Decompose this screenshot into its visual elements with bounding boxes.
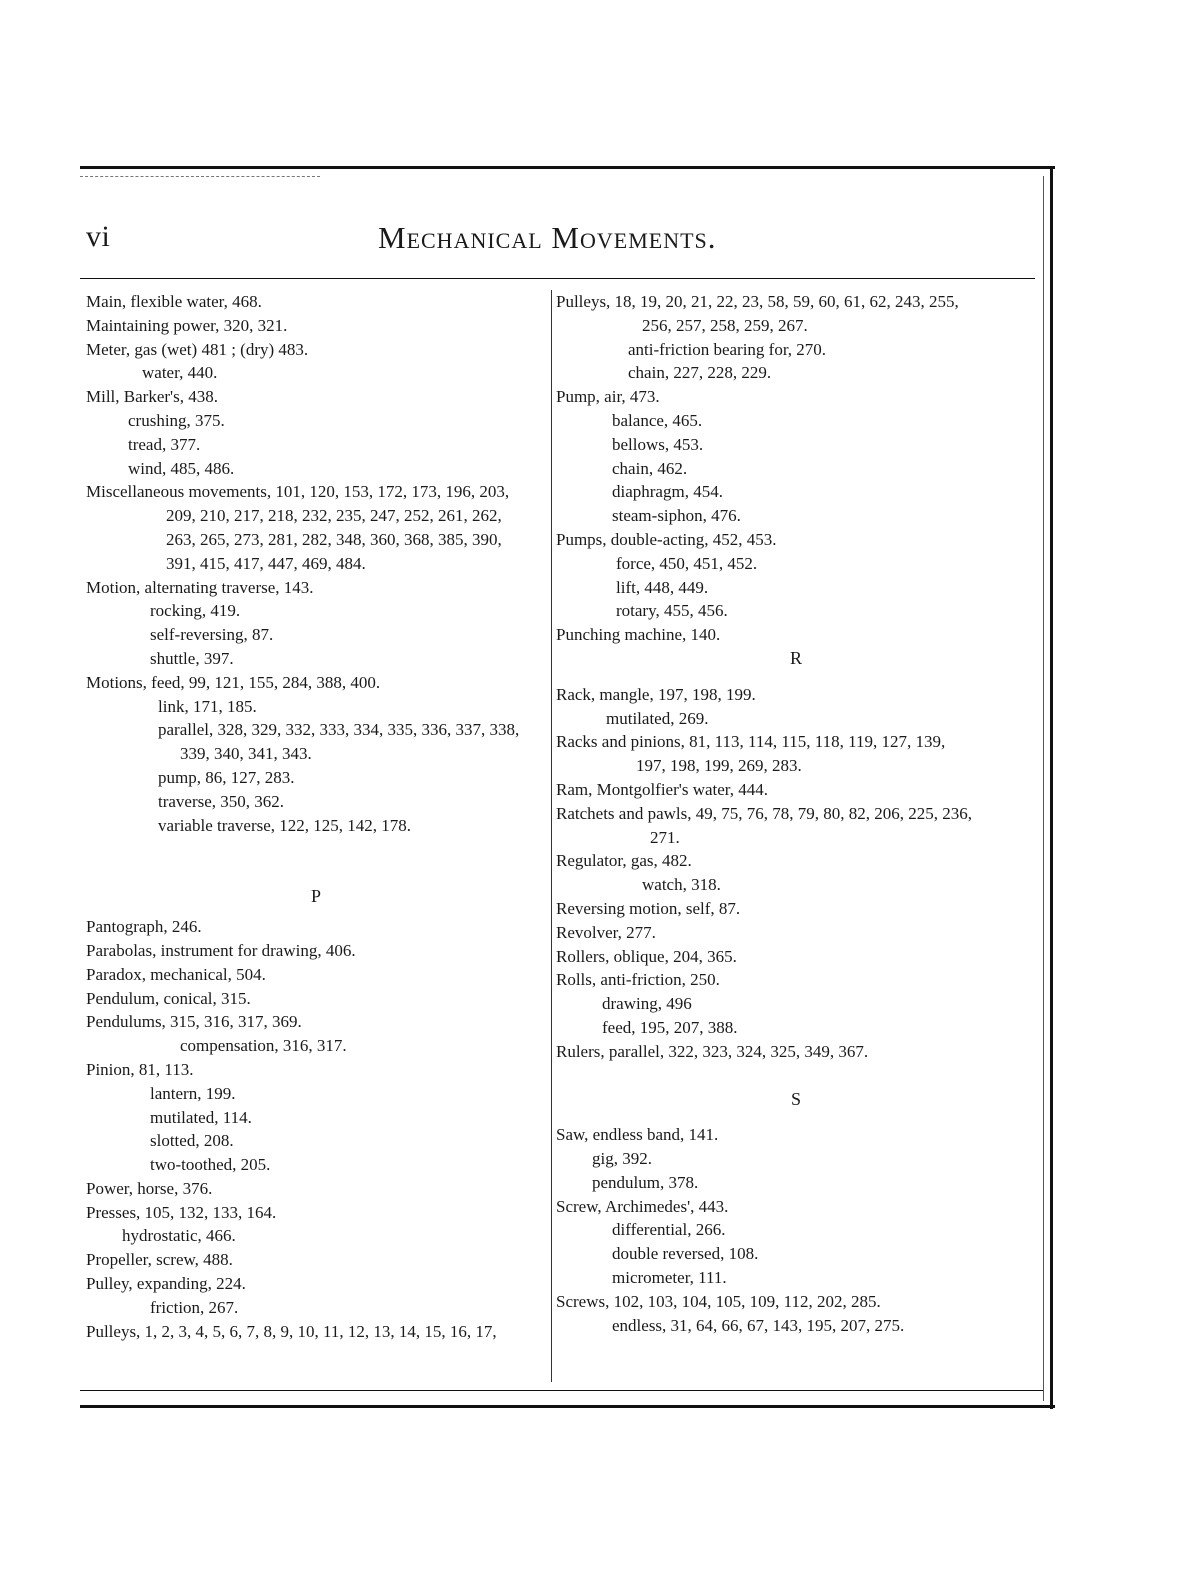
index-subentry: force, 450, 451, 452. [616, 553, 758, 573]
bottom-inner-rule [80, 1390, 1043, 1391]
index-continuation: 209, 210, 217, 218, 232, 235, 247, 252, 261, 262, [166, 506, 502, 526]
index-subentry: mutilated, 114. [150, 1107, 252, 1127]
index-subentry: differential, 266. [612, 1220, 726, 1240]
index-entry: Paradox, mechanical, 504. [86, 964, 266, 984]
index-entry: Maintaining power, 320, 321. [86, 315, 288, 335]
index-continuation: 271. [650, 827, 680, 847]
index-continuation: 339, 340, 341, 343. [180, 744, 312, 764]
index-subentry: steam-siphon, 476. [612, 506, 741, 526]
index-continuation: 197, 198, 199, 269, 283. [636, 756, 802, 776]
spacer [556, 671, 1036, 683]
index-entry: Saw, endless band, 141. [556, 1125, 719, 1145]
bottom-border-rule [80, 1405, 1055, 1408]
index-subentry: parallel, 328, 329, 332, 333, 334, 335, 336, 337, 338, [158, 720, 520, 740]
index-subentry: hydrostatic, 466. [122, 1226, 236, 1246]
index-subentry: gig, 392. [592, 1149, 652, 1169]
top-faded-rule [80, 176, 320, 177]
section-letter-r: R [789, 647, 802, 668]
index-entry: Screw, Archimedes', 443. [556, 1196, 729, 1216]
index-entry: Rulers, parallel, 322, 323, 324, 325, 349, 367. [556, 1041, 869, 1061]
index-entry: Pulley, expanding, 224. [86, 1274, 246, 1294]
section-letter-s: S [790, 1088, 801, 1109]
index-entry: Parabolas, instrument for drawing, 406. [86, 940, 356, 960]
index-subentry: self-reversing, 87. [150, 625, 274, 645]
index-entry: Motions, feed, 99, 121, 155, 284, 388, 400. [86, 672, 381, 692]
index-subentry: pump, 86, 127, 283. [158, 767, 295, 787]
index-subentry: anti-friction bearing for, 270. [628, 339, 827, 359]
index-continuation: 391, 415, 417, 447, 469, 484. [166, 553, 366, 573]
index-column-right [556, 290, 1036, 1337]
column-divider [551, 290, 552, 1382]
index-entry: Reversing motion, self, 87. [556, 898, 741, 918]
index-entry: Rack, mangle, 197, 198, 199. [556, 684, 756, 704]
index-entry: Presses, 105, 132, 133, 164. [86, 1202, 277, 1222]
index-column-left [86, 290, 546, 1343]
spacer [556, 1064, 1036, 1088]
index-subentry: link, 171, 185. [158, 696, 257, 716]
index-subentry: double reversed, 108. [612, 1244, 759, 1264]
index-subentry: pendulum, 378. [592, 1172, 699, 1192]
index-entry: Pantograph, 246. [86, 917, 202, 937]
top-border-rule [80, 166, 1055, 169]
index-subentry: crushing, 375. [128, 410, 225, 430]
index-entry: Pumps, double-acting, 452, 453. [556, 529, 777, 549]
index-subentry: chain, 227, 228, 229. [628, 363, 772, 383]
spacer [86, 837, 546, 861]
index-entry: Pump, air, 473. [556, 387, 660, 407]
index-entry: Pendulums, 315, 316, 317, 369. [86, 1012, 302, 1032]
index-subentry: watch, 318. [642, 875, 721, 895]
index-continuation: 263, 265, 273, 281, 282, 348, 360, 368, 385, 390, [166, 529, 502, 549]
index-entry: Punching machine, 140. [556, 625, 721, 645]
index-entry: Pulleys, 1, 2, 3, 4, 5, 6, 7, 8, 9, 10, 11, 12, 13, 14, 15, 16, 17, [86, 1321, 497, 1341]
section-letter-p: P [310, 886, 321, 907]
index-entry: Miscellaneous movements, 101, 120, 153, 172, 173, 196, 203, [86, 482, 510, 502]
index-entry: Pinion, 81, 113. [86, 1059, 194, 1079]
index-entry: Regulator, gas, 482. [556, 851, 692, 871]
index-entry: Main, flexible water, 468. [86, 292, 262, 311]
index-subentry: diaphragm, 454. [612, 482, 723, 502]
index-entry: Motion, alternating traverse, 143. [86, 577, 314, 597]
index-entry: Screws, 102, 103, 104, 105, 109, 112, 202, 285. [556, 1291, 881, 1311]
index-entry: Mill, Barker's, 438. [86, 387, 218, 407]
index-subentry: lantern, 199. [150, 1083, 236, 1103]
index-continuation: 256, 257, 258, 259, 267. [642, 315, 808, 335]
right-inner-rule [1043, 176, 1044, 1401]
index-entry: Power, horse, 376. [86, 1178, 213, 1198]
running-title: Mechanical Movements. [378, 220, 717, 255]
index-entry: Propeller, screw, 488. [86, 1250, 233, 1270]
index-subentry: shuttle, 397. [150, 648, 234, 668]
index-subentry: wind, 485, 486. [128, 458, 235, 478]
page-number: vi [86, 220, 111, 253]
index-entry: Revolver, 277. [556, 922, 656, 942]
index-subentry: feed, 195, 207, 388. [602, 1017, 738, 1037]
index-subentry: variable traverse, 122, 125, 142, 178. [158, 815, 412, 835]
index-subentry: rotary, 455, 456. [616, 601, 728, 621]
spacer [86, 861, 546, 885]
index-subentry: chain, 462. [612, 458, 688, 478]
index-subentry: traverse, 350, 362. [158, 791, 285, 811]
header-rule [80, 278, 1035, 279]
index-entry: Racks and pinions, 81, 113, 114, 115, 118, 119, 127, 139, [556, 732, 946, 752]
index-subentry: compensation, 316, 317. [180, 1036, 347, 1056]
index-subentry: two-toothed, 205. [150, 1155, 271, 1175]
index-entry: Rolls, anti-friction, 250. [556, 970, 720, 990]
index-subentry: rocking, 419. [150, 601, 241, 621]
index-entry: Rollers, oblique, 204, 365. [556, 946, 737, 966]
index-subentry: drawing, 496 [602, 994, 692, 1014]
index-subentry: mutilated, 269. [606, 708, 709, 728]
index-subentry: tread, 377. [128, 434, 201, 454]
index-subentry: endless, 31, 64, 66, 67, 143, 195, 207, 275. [612, 1315, 905, 1335]
index-entry: Pulleys, 18, 19, 20, 21, 22, 23, 58, 59, 60, 61, 62, 243, 255, [556, 292, 959, 311]
index-entry: Meter, gas (wet) 481 ; (dry) 483. [86, 339, 309, 359]
index-subentry: friction, 267. [150, 1297, 239, 1317]
index-subentry: slotted, 208. [150, 1131, 234, 1151]
right-border-rule [1050, 166, 1053, 1409]
index-subentry: lift, 448, 449. [616, 577, 709, 597]
spacer [556, 1111, 1036, 1123]
index-subentry: bellows, 453. [612, 434, 704, 454]
index-entry: Ram, Montgolfier's water, 444. [556, 779, 769, 799]
index-subentry: balance, 465. [612, 410, 703, 430]
index-subentry: micrometer, 111. [612, 1268, 727, 1288]
index-entry: Pendulum, conical, 315. [86, 988, 251, 1008]
index-subentry: water, 440. [142, 363, 218, 383]
index-entry: Ratchets and pawls, 49, 75, 76, 78, 79, 80, 82, 206, 225, 236, [556, 803, 972, 823]
